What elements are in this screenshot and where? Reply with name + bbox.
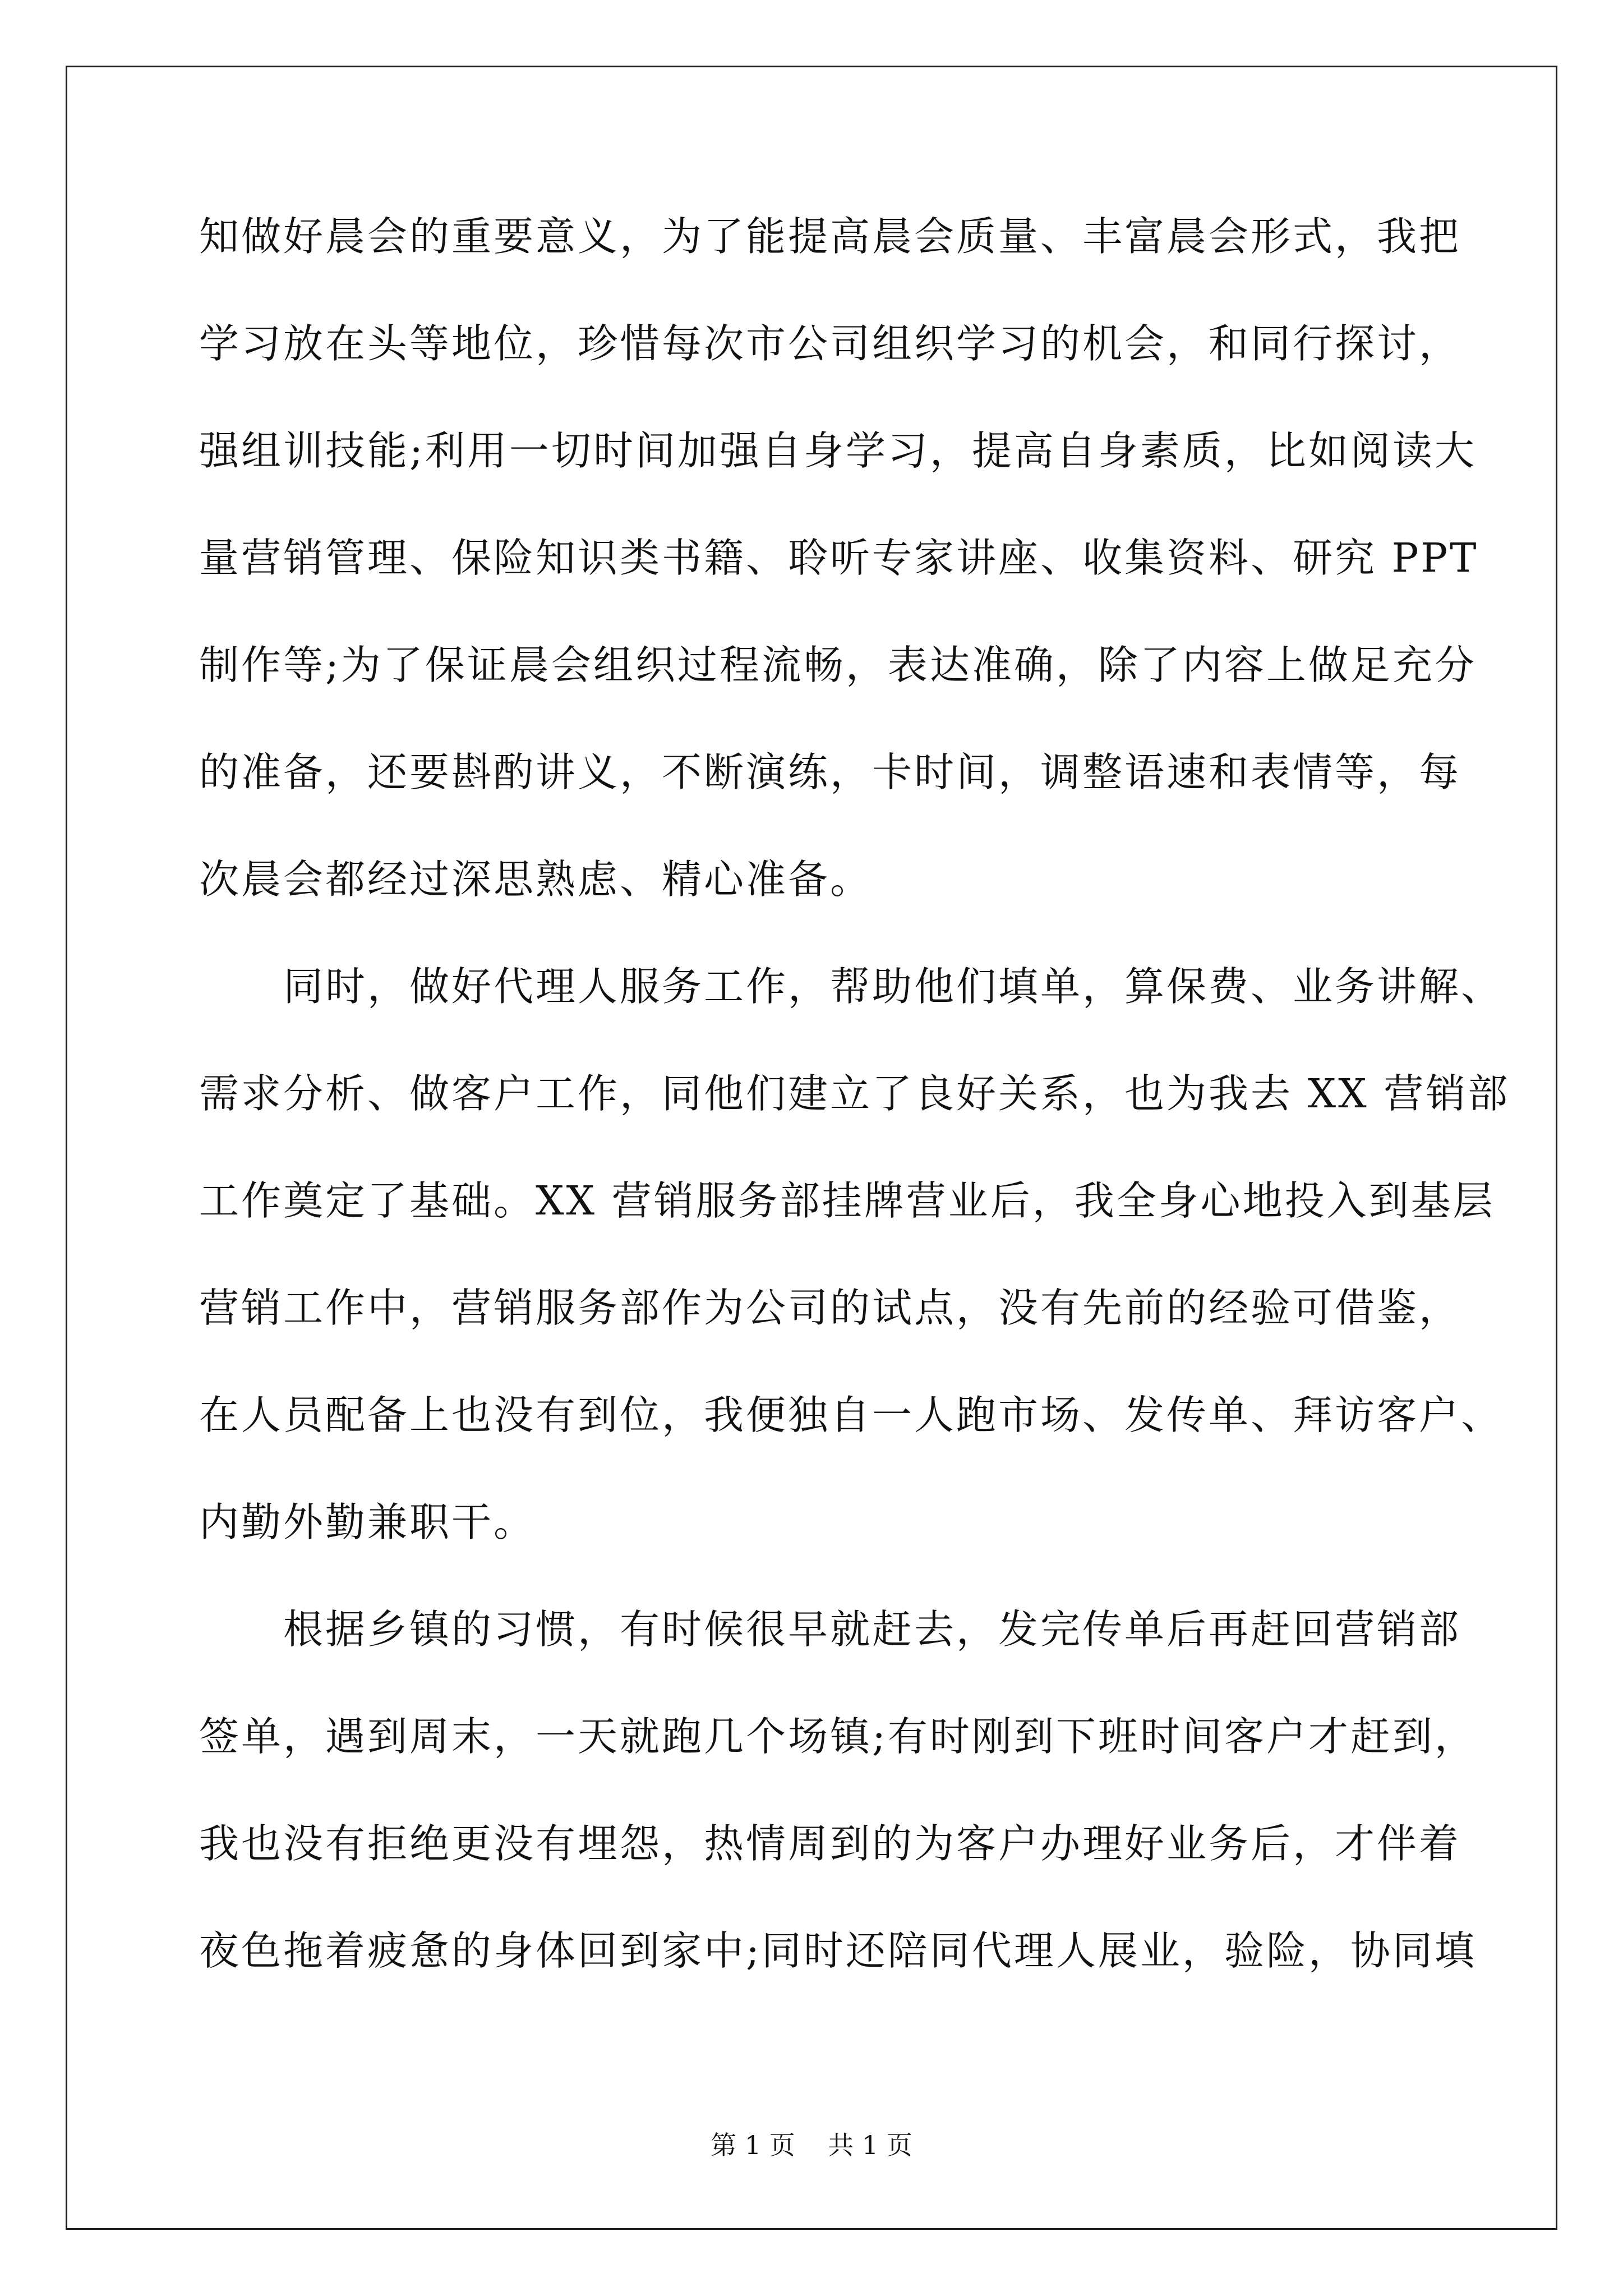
- text-line: 我也没有拒绝更没有埋怨，热情周到的为客户办理好业务后，才伴着: [199, 1820, 1461, 1867]
- paragraph-start-line: 根据乡镇的习惯，有时候很早就赶去，发完传单后再赶回营销部: [283, 1606, 1461, 1653]
- text-line: 知做好晨会的重要意义，为了能提高晨会质量、丰富晨会形式，我把: [199, 213, 1461, 260]
- text-line: 营销工作中，营销服务部作为公司的试点，没有先前的经验可借鉴，: [199, 1285, 1461, 1331]
- text-line: 夜色拖着疲惫的身体回到家中;同时还陪同代理人展业，验险，协同填: [199, 1927, 1477, 1974]
- text-line: 签单，遇到周末，一天就跑几个场镇;有时刚到下班时间客户才赶到，: [199, 1713, 1477, 1760]
- text-line: 强组训技能;利用一切时间加强自身学习，提高自身素质，比如阅读大: [199, 427, 1477, 474]
- text-line: 次晨会都经过深思熟虑、精心准备。: [199, 856, 873, 903]
- paragraph-start-line: 同时，做好代理人服务工作，帮助他们填单，算保费、业务讲解、: [283, 963, 1504, 1010]
- text-line: 工作奠定了基础。XX 营销服务部挂牌营业后，我全身心地投入到基层: [199, 1177, 1495, 1224]
- text-line: 的准备，还要斟酌讲义，不断演练，卡时间，调整语速和表情等，每: [199, 749, 1461, 795]
- page-footer: 第 1 页 共 1 页: [711, 2130, 912, 2160]
- text-line: 在人员配备上也没有到位，我便独自一人跑市场、发传单、拜访客户、: [199, 1392, 1504, 1438]
- text-line: 量营销管理、保险知识类书籍、聆听专家讲座、收集资料、研究 PPT: [199, 535, 1479, 581]
- text-line: 学习放在头等地位，珍惜每次市公司组织学习的机会，和同行探讨，: [199, 320, 1461, 367]
- document-body: [199, 212, 1510, 2033]
- text-line: 需求分析、做客户工作，同他们建立了良好关系，也为我去 XX 营销部: [199, 1070, 1510, 1117]
- text-line: 制作等;为了保证晨会组织过程流畅，表达准确，除了内容上做足充分: [199, 642, 1477, 688]
- text-line: 内勤外勤兼职干。: [199, 1499, 536, 1545]
